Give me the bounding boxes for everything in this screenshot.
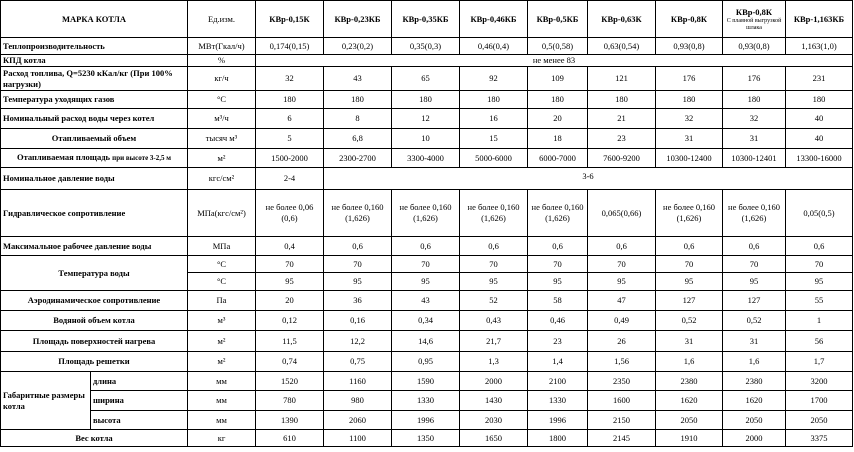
cell: 95 <box>723 273 786 291</box>
cell: 1590 <box>392 372 460 391</box>
cell: 55 <box>786 291 853 311</box>
cell: 13300-16000 <box>786 149 853 168</box>
unit-header: Ед.изм. <box>188 1 256 38</box>
cell: 610 <box>256 430 324 447</box>
cell: 70 <box>324 256 392 273</box>
cell: 21,7 <box>460 331 528 352</box>
cell: 3375 <box>786 430 853 447</box>
model-header: КВр-0,63К <box>588 1 656 38</box>
cell: 1,163(1,0) <box>786 38 853 55</box>
row-unit: °С <box>188 91 256 109</box>
cell: 10300-12400 <box>656 149 723 168</box>
cell: 56 <box>786 331 853 352</box>
row-water-volume <box>1 311 853 331</box>
cell: 18 <box>528 129 588 149</box>
cell: 1,6 <box>723 352 786 372</box>
cell: 36 <box>324 291 392 311</box>
model-header: КВр-0,8К <box>656 1 723 38</box>
cell: 0,63(0,54) <box>588 38 656 55</box>
row-unit: Па <box>188 291 256 311</box>
cell: 7600-9200 <box>588 149 656 168</box>
cell: 10300-12401 <box>723 149 786 168</box>
cell: не более 0,160 (1,626) <box>656 190 723 237</box>
cell: 2050 <box>723 411 786 430</box>
header-row <box>1 1 853 38</box>
row-unit: МПа(кгс/см²) <box>188 190 256 237</box>
row-unit: мм <box>188 391 256 411</box>
cell: 180 <box>656 91 723 109</box>
cell: 20 <box>256 291 324 311</box>
cell: 2100 <box>528 372 588 391</box>
cell: 43 <box>324 67 392 91</box>
row-label: Номинальный расход воды через котел <box>1 109 188 129</box>
model-note: С плавной выгрузкой шлака <box>726 17 782 31</box>
row-label: Отапливаемый объем <box>1 129 188 149</box>
row-max-pressure <box>1 237 853 256</box>
row-label: Аэродинамическое сопротивление <box>1 291 188 311</box>
cell: 109 <box>528 67 588 91</box>
model-header <box>723 1 786 38</box>
cell: 0,46 <box>528 311 588 331</box>
cell: 52 <box>460 291 528 311</box>
row-unit: м² <box>188 331 256 352</box>
cell: 32 <box>256 67 324 91</box>
cell-merged: не менее 83 <box>256 55 853 67</box>
row-pressure <box>1 168 853 190</box>
cell: 2380 <box>656 372 723 391</box>
cell: 95 <box>786 273 853 291</box>
cell: 14,6 <box>392 331 460 352</box>
model-header: КВр-1,163КБ <box>786 1 853 38</box>
cell: 65 <box>392 67 460 91</box>
cell: 31 <box>723 129 786 149</box>
row-unit: % <box>188 55 256 67</box>
cell: 180 <box>786 91 853 109</box>
cell: 0,6 <box>392 237 460 256</box>
row-unit: кгс/см² <box>188 168 256 190</box>
row-label: Гидравлическое сопротивление <box>1 190 188 237</box>
cell: 12,2 <box>324 331 392 352</box>
cell: 1330 <box>528 391 588 411</box>
cell: 95 <box>256 273 324 291</box>
cell: 1390 <box>256 411 324 430</box>
cell: 1910 <box>656 430 723 447</box>
cell: 10 <box>392 129 460 149</box>
cell: 2000 <box>723 430 786 447</box>
cell: 95 <box>392 273 460 291</box>
cell: 2-4 <box>256 168 324 190</box>
cell: 0,6 <box>588 237 656 256</box>
cell: 2050 <box>786 411 853 430</box>
row-unit: м² <box>188 352 256 372</box>
row-label: Номинальное давление воды <box>1 168 188 190</box>
cell: 5 <box>256 129 324 149</box>
cell: 0,52 <box>723 311 786 331</box>
cell: 1800 <box>528 430 588 447</box>
cell: 1996 <box>528 411 588 430</box>
row-label: Максимальное рабочее давление воды <box>1 237 188 256</box>
row-label: высота <box>91 411 188 430</box>
cell: не более 0,160 (1,626) <box>528 190 588 237</box>
cell: 180 <box>723 91 786 109</box>
cell: 70 <box>723 256 786 273</box>
row-unit: МВт(Гкал/ч) <box>188 38 256 55</box>
cell: 1330 <box>392 391 460 411</box>
cell: 0,4 <box>256 237 324 256</box>
model-header: КВр-0,35КБ <box>392 1 460 38</box>
cell: 31 <box>656 129 723 149</box>
cell: 70 <box>786 256 853 273</box>
cell: 0,16 <box>324 311 392 331</box>
cell: 21 <box>588 109 656 129</box>
cell: 180 <box>588 91 656 109</box>
cell: 26 <box>588 331 656 352</box>
cell: 121 <box>588 67 656 91</box>
cell: 2380 <box>723 372 786 391</box>
cell: 2050 <box>656 411 723 430</box>
cell: 0,75 <box>324 352 392 372</box>
cell: 1620 <box>656 391 723 411</box>
row-unit: °С <box>188 256 256 273</box>
cell: 95 <box>324 273 392 291</box>
cell: 1430 <box>460 391 528 411</box>
row-label: Площадь решетки <box>1 352 188 372</box>
row-label: ширина <box>91 391 188 411</box>
cell: 0,6 <box>324 237 392 256</box>
row-weight <box>1 430 853 447</box>
model-header: КВр-0,5КБ <box>528 1 588 38</box>
cell: 23 <box>588 129 656 149</box>
cell: 1700 <box>786 391 853 411</box>
cell: 6,8 <box>324 129 392 149</box>
cell: 58 <box>528 291 588 311</box>
cell: 95 <box>588 273 656 291</box>
row-hydraulic <box>1 190 853 237</box>
cell: 176 <box>656 67 723 91</box>
area-label: Отапливаемая площадь <box>16 152 111 162</box>
cell: 1520 <box>256 372 324 391</box>
cell: 12 <box>392 109 460 129</box>
cell: 1350 <box>392 430 460 447</box>
cell: 0,95 <box>392 352 460 372</box>
cell-merged: 3-6 <box>324 168 853 190</box>
row-label: Вес котла <box>1 430 188 447</box>
row-flue-temp <box>1 91 853 109</box>
row-heat-surface <box>1 331 853 352</box>
row-unit: тысяч м³ <box>188 129 256 149</box>
mark-header: МАРКА КОТЛА <box>1 1 188 38</box>
cell: не более 0,160 (1,626) <box>723 190 786 237</box>
cell: 0,23(0,2) <box>324 38 392 55</box>
cell: 70 <box>460 256 528 273</box>
cell: 70 <box>656 256 723 273</box>
cell: 0,5(0,58) <box>528 38 588 55</box>
row-label: Температура воды <box>1 256 188 291</box>
cell: 127 <box>656 291 723 311</box>
cell: 1,56 <box>588 352 656 372</box>
row-label: Площадь поверхностей нагрева <box>1 331 188 352</box>
cell: 0,05(0,5) <box>786 190 853 237</box>
cell: 15 <box>460 129 528 149</box>
cell: 1,3 <box>460 352 528 372</box>
row-label: Водяной объем котла <box>1 311 188 331</box>
cell: 1,7 <box>786 352 853 372</box>
cell: 0,6 <box>786 237 853 256</box>
cell: 0,52 <box>656 311 723 331</box>
cell: 180 <box>324 91 392 109</box>
cell: 0,93(0,8) <box>723 38 786 55</box>
row-water-temp-1 <box>1 256 853 273</box>
dimensions-label: Габаритные размеры котла <box>1 372 91 430</box>
cell: 95 <box>656 273 723 291</box>
cell: 40 <box>786 129 853 149</box>
cell: 16 <box>460 109 528 129</box>
cell: 70 <box>588 256 656 273</box>
cell: 180 <box>392 91 460 109</box>
cell: 0,43 <box>460 311 528 331</box>
cell: 5000-6000 <box>460 149 528 168</box>
cell: 0,6 <box>528 237 588 256</box>
cell: 31 <box>656 331 723 352</box>
cell: 43 <box>392 291 460 311</box>
row-length <box>1 372 853 391</box>
area-label-suffix: при высоте 3-2,5 м <box>112 154 172 162</box>
cell: 1650 <box>460 430 528 447</box>
model-header: КВр-0,23КБ <box>324 1 392 38</box>
cell: 1,6 <box>656 352 723 372</box>
cell: 980 <box>324 391 392 411</box>
cell: 180 <box>528 91 588 109</box>
row-unit: °С <box>188 273 256 291</box>
cell: 2350 <box>588 372 656 391</box>
cell: 0,46(0,4) <box>460 38 528 55</box>
cell: не более 0,160 (1,626) <box>460 190 528 237</box>
row-area <box>1 149 853 168</box>
row-label: Теплопроизводительность <box>1 38 188 55</box>
cell: 1 <box>786 311 853 331</box>
row-unit: МПа <box>188 237 256 256</box>
model-header: КВр-0,46КБ <box>460 1 528 38</box>
cell: 2060 <box>324 411 392 430</box>
cell: 1,4 <box>528 352 588 372</box>
row-unit: м² <box>188 149 256 168</box>
cell: 1100 <box>324 430 392 447</box>
cell: 0,6 <box>723 237 786 256</box>
row-unit: м³ <box>188 311 256 331</box>
row-unit: мм <box>188 411 256 430</box>
cell: 2300-2700 <box>324 149 392 168</box>
row-unit: кг/ч <box>188 67 256 91</box>
row-efficiency <box>1 55 853 67</box>
cell: 1500-2000 <box>256 149 324 168</box>
cell: 95 <box>528 273 588 291</box>
cell: 127 <box>723 291 786 311</box>
cell: 92 <box>460 67 528 91</box>
cell: 40 <box>786 109 853 129</box>
cell: 176 <box>723 67 786 91</box>
cell: 1160 <box>324 372 392 391</box>
cell: 0,93(0,8) <box>656 38 723 55</box>
cell: 95 <box>460 273 528 291</box>
cell: 20 <box>528 109 588 129</box>
cell: 0,065(0,66) <box>588 190 656 237</box>
cell: 2150 <box>588 411 656 430</box>
cell: 32 <box>656 109 723 129</box>
cell: 32 <box>723 109 786 129</box>
row-height <box>1 411 853 430</box>
row-label: Температура уходящих газов <box>1 91 188 109</box>
cell: 70 <box>392 256 460 273</box>
cell: не более 0,160 (1,626) <box>392 190 460 237</box>
cell: 11,5 <box>256 331 324 352</box>
cell: 0,6 <box>460 237 528 256</box>
cell: 1620 <box>723 391 786 411</box>
row-unit: м³/ч <box>188 109 256 129</box>
cell: 1996 <box>392 411 460 430</box>
row-label <box>1 149 188 168</box>
cell: 6 <box>256 109 324 129</box>
row-water-flow <box>1 109 853 129</box>
cell: 23 <box>528 331 588 352</box>
row-label: КПД котла <box>1 55 188 67</box>
row-width <box>1 391 853 411</box>
model-header: КВр-0,15К <box>256 1 324 38</box>
row-unit: кг <box>188 430 256 447</box>
cell: 1600 <box>588 391 656 411</box>
cell: 2030 <box>460 411 528 430</box>
model-name: КВр-0,8К <box>735 6 773 17</box>
row-unit: мм <box>188 372 256 391</box>
cell: 0,6 <box>656 237 723 256</box>
cell: 180 <box>460 91 528 109</box>
cell: 70 <box>528 256 588 273</box>
row-fuel <box>1 67 853 91</box>
cell: 3300-4000 <box>392 149 460 168</box>
cell: не более 0,06 (0,6) <box>256 190 324 237</box>
cell: 180 <box>256 91 324 109</box>
cell: не более 0,160 (1,626) <box>324 190 392 237</box>
cell: 8 <box>324 109 392 129</box>
row-volume <box>1 129 853 149</box>
row-aero <box>1 291 853 311</box>
cell: 6000-7000 <box>528 149 588 168</box>
cell: 0,12 <box>256 311 324 331</box>
row-capacity <box>1 38 853 55</box>
cell: 0,74 <box>256 352 324 372</box>
cell: 2000 <box>460 372 528 391</box>
cell: 0,49 <box>588 311 656 331</box>
cell: 70 <box>256 256 324 273</box>
row-grate <box>1 352 853 372</box>
cell: 0,35(0,3) <box>392 38 460 55</box>
cell: 780 <box>256 391 324 411</box>
cell: 0,174(0,15) <box>256 38 324 55</box>
cell: 231 <box>786 67 853 91</box>
row-label: Расход топлива, Q=5230 кКал/кг (При 100% нагрузки) <box>1 67 188 91</box>
row-label: длина <box>91 372 188 391</box>
cell: 2145 <box>588 430 656 447</box>
cell: 3200 <box>786 372 853 391</box>
cell: 47 <box>588 291 656 311</box>
cell: 0,34 <box>392 311 460 331</box>
cell: 31 <box>723 331 786 352</box>
